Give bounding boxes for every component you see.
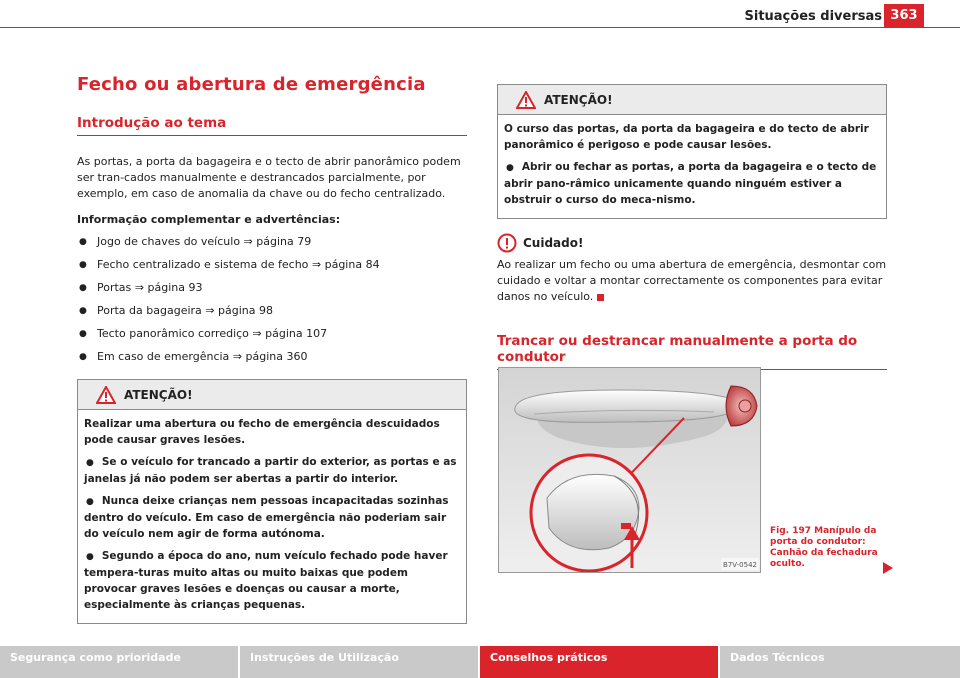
- tab-dados[interactable]: Dados Técnicos: [720, 646, 960, 678]
- door-handle-illustration: [499, 368, 761, 573]
- page-number: 363: [884, 4, 924, 28]
- warning-header: [78, 380, 466, 410]
- subsection-title: Trancar ou destrancar manualmente a porta do condutor: [497, 333, 887, 370]
- warning-title: ATENÇÃO!: [124, 387, 193, 402]
- warning-triangle-icon: [96, 386, 116, 404]
- figure-caption: Fig. 197 Manípulo da porta do condutor: Canhão da fechadura oculto.: [770, 526, 878, 569]
- next-page-arrow-icon[interactable]: [883, 562, 893, 574]
- subsection-title: Introdução ao tema: [77, 115, 467, 136]
- info-label: Informação complementar e advertências:: [77, 213, 341, 226]
- chapter-title: Fecho ou abertura de emergência: [77, 74, 426, 95]
- warning-item: ● Nunca deixe crianças nem pessoas incapacitadas sozinhas dentro do veículo. Em caso de emergência não poderiam sair do veículo nem agir de forma autónoma.: [84, 495, 449, 540]
- bullet-icon: ●: [86, 458, 94, 468]
- reference-list: [77, 234, 467, 365]
- list-item[interactable]: ● Porta da bagageira ⇒ página 98: [77, 303, 467, 319]
- intro-paragraph: As portas, a porta da bagageira e o tecto de abrir panorâmico podem ser tran-cados manualmente e destrancados parcialmente, por exemplo, em caso de anomalia da chave ou do fecho centralizado.: [77, 155, 461, 200]
- warning-header: [498, 85, 886, 115]
- bullet-icon: ●: [506, 163, 514, 173]
- caution-header: [497, 233, 887, 253]
- list-item[interactable]: ● Jogo de chaves do veículo ⇒ página 79: [77, 234, 467, 250]
- caution-icon: [497, 233, 517, 253]
- list-item[interactable]: ● Em caso de emergência ⇒ página 360: [77, 349, 467, 365]
- warning-item: ● Abrir ou fechar as portas, a porta da bagageira e o tecto de abrir pano-râmico unicamente quando ninguém estiver a obstruir o curso do meca-nismo.: [504, 161, 877, 206]
- warning-triangle-icon: [516, 91, 536, 109]
- caution-text: Ao realizar um fecho ou uma abertura de emergência, desmontar com cuidado e voltar a montar correctamente os componentes para evitar danos no veículo.: [497, 258, 887, 303]
- tab-instrucoes[interactable]: Instruções de Utilização: [240, 646, 480, 678]
- warning-item: ● Segundo a época do ano, num veículo fechado pode haver tempera-turas muito altas ou muito baixas que podem provocar graves lesões e doenças ou causar a morte, especialmente às crianças pequenas.: [84, 550, 448, 611]
- warning-body: [498, 115, 886, 218]
- end-marker-icon: [597, 294, 604, 301]
- bullet-icon: ●: [86, 497, 94, 507]
- warning-lead: O curso das portas, da porta da bagageira e do tecto de abrir panorâmico é perigoso e pode causar lesões.: [504, 123, 869, 151]
- warning-lead: Realizar uma abertura ou fecho de emergência descuidados pode causar graves lesões.: [84, 418, 440, 446]
- footer-nav: [0, 646, 960, 678]
- warning-title: ATENÇÃO!: [544, 92, 613, 107]
- warning-body: [78, 410, 466, 623]
- tab-conselhos[interactable]: Conselhos práticos: [480, 646, 720, 678]
- figure-code: B7V-0542: [723, 561, 757, 569]
- warning-item: ● Se o veículo for trancado a partir do exterior, as portas e as janelas já não podem ser abertas a partir do interior.: [84, 456, 457, 485]
- bullet-icon: ●: [86, 552, 94, 562]
- tab-seguranca[interactable]: Segurança como prioridade: [0, 646, 240, 678]
- header-rule: [0, 27, 960, 28]
- list-item[interactable]: ● Tecto panorâmico corrediço ⇒ página 107: [77, 326, 467, 342]
- right-column: [497, 84, 887, 388]
- door-handle-figure: [498, 367, 761, 573]
- warning-box: [497, 84, 887, 219]
- caution-title: Cuidado!: [523, 236, 584, 250]
- list-item[interactable]: ● Fecho centralizado e sistema de fecho ⇒ página 84: [77, 257, 467, 273]
- list-item[interactable]: ● Portas ⇒ página 93: [77, 280, 467, 296]
- warning-box: [77, 379, 467, 624]
- left-column: [77, 74, 467, 624]
- section-title: Situações diversas: [744, 9, 882, 24]
